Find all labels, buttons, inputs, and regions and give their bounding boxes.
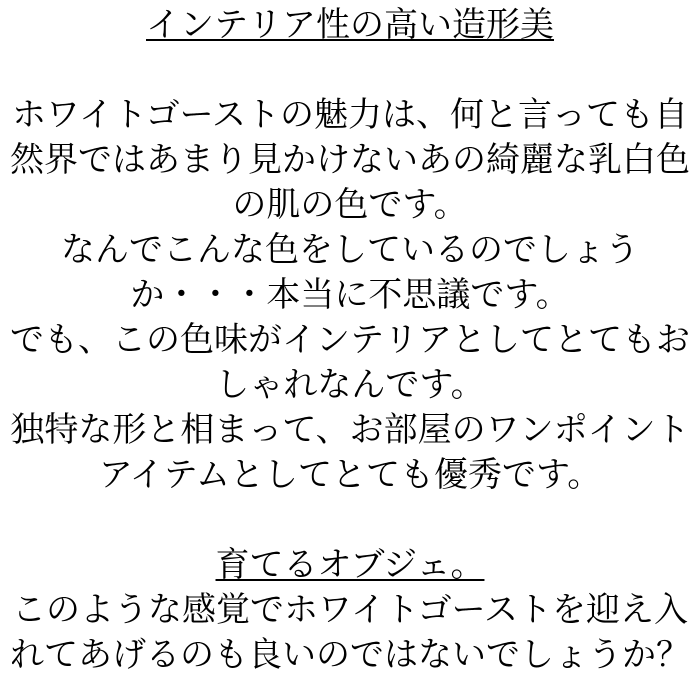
blank-line bbox=[0, 48, 700, 93]
paragraph-line: なんでこんな色をしているのでしょう bbox=[61, 231, 639, 269]
sub-heading: 育てるオブジェ。 bbox=[215, 546, 485, 584]
paragraph-line: か・・・本当に不思議です。 bbox=[130, 276, 570, 314]
paragraph-line: 独特な形と相まって、お部屋のワンポイント bbox=[10, 411, 690, 449]
blank-line bbox=[0, 498, 700, 543]
section-heading: インテリア性の高い造形美 bbox=[146, 6, 554, 44]
paragraph-line: ホワイトゴーストの魅力は、何と言っても自 bbox=[12, 96, 688, 134]
paragraph-line: 然界ではあまり見かけないあの綺麗な乳白色 bbox=[10, 141, 690, 179]
paragraph-line: アイテムとしてとても優秀です。 bbox=[98, 456, 602, 494]
paragraph-line: れてあげるのも良いのではないでしょうか？ bbox=[10, 636, 690, 674]
paragraph-line: しゃれなんです。 bbox=[215, 366, 485, 404]
paragraph-line: でも、この色味がインテリアとしてとてもお bbox=[10, 321, 690, 359]
paragraph-line: の肌の色です。 bbox=[232, 186, 468, 224]
paragraph-line: このような感覚でホワイトゴーストを迎え入 bbox=[12, 591, 688, 629]
